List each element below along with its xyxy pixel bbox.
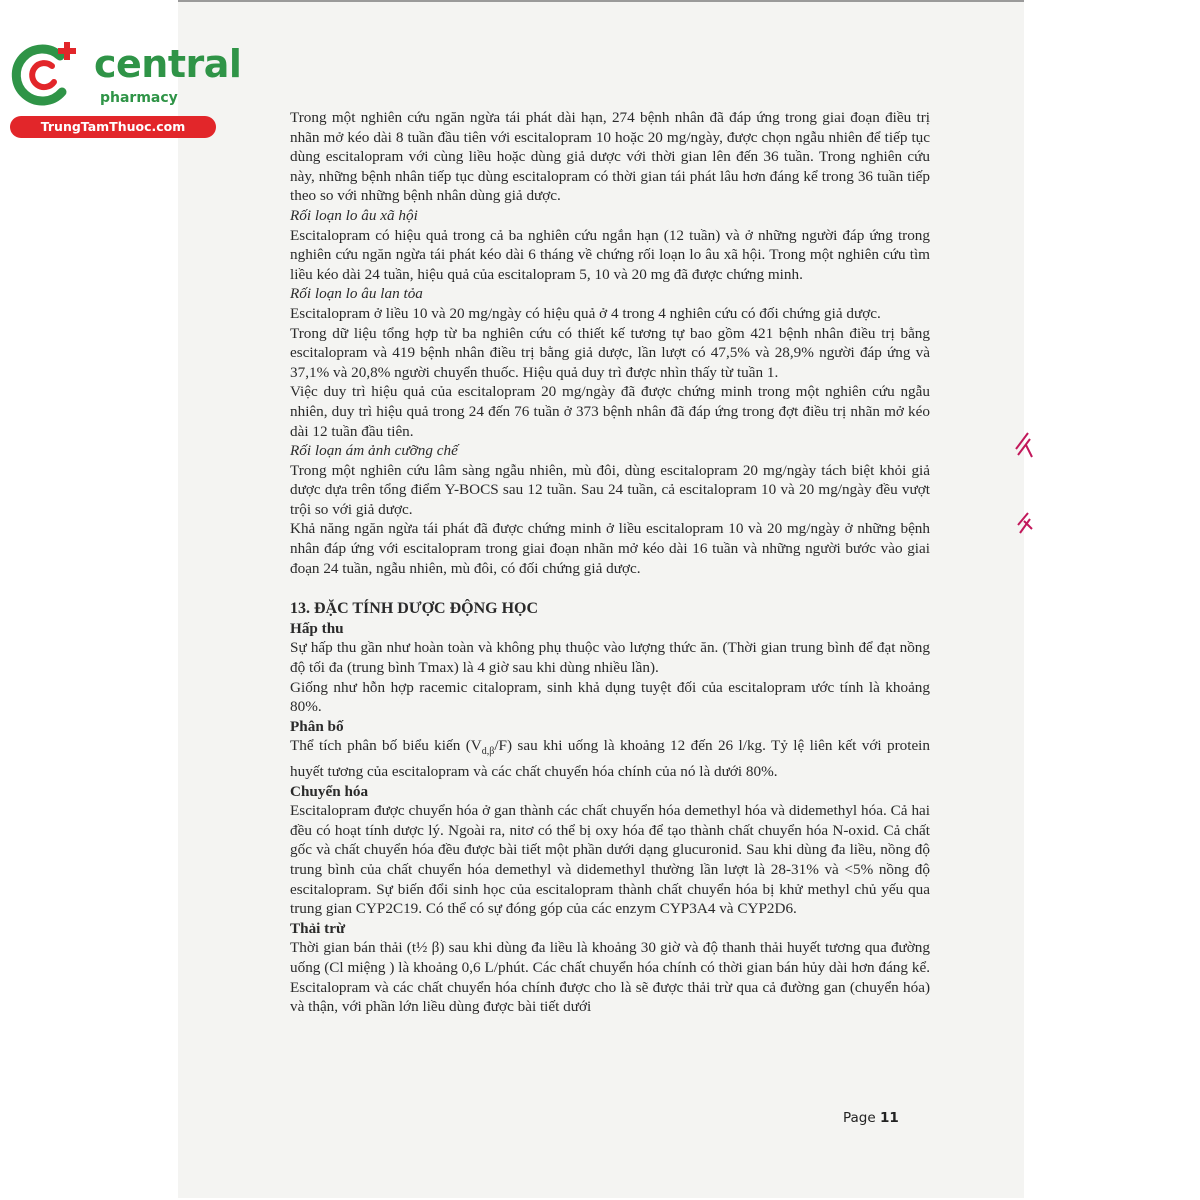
page-number-value: 11 bbox=[879, 1110, 899, 1126]
paragraph: Escitalopram ở liều 10 và 20 mg/ngày có hiệu quả ở 4 trong 4 nghiên cứu có đối chứng giả dược. bbox=[290, 304, 881, 322]
logo-subtitle: pharmacy bbox=[100, 90, 178, 106]
paragraph: Sự hấp thu gần như hoàn toàn và không phụ thuộc vào lượng thức ăn. (Thời gian trung bình để đạt nồng độ tối đa (trung bình Tmax) là 4 giờ sau khi dùng nhiều lần). bbox=[290, 639, 930, 677]
subheading-absorption: Hấp thu bbox=[290, 619, 344, 637]
paragraph: Escitalopram được chuyển hóa ở gan thành các chất chuyển hóa demethyl hóa và didemethyl hóa. Cả hai đều có hoạt tính dược lý. Ngoài ra, nitơ có thể bị oxy hóa để tạo thành chất chuyển hóa N-oxid. Cả chất gốc và chất chuyển hóa đều được bài tiết một phần dưới dạng glucuronid. Sau khi dùng đa liều, nồng độ trung bình của chất chuyển hóa demethyl và didemethyl thường lần lượt là 28-31% và <5% nồng độ escitalopram. Sự biến đổi sinh học của escitalopram thành chất chuyển hóa bị khử methyl chủ yếu qua trung gian CYP2C19. Có thể có sự đóng góp của các enzym CYP3A4 và CYP2D6. bbox=[290, 802, 930, 918]
paragraph: Việc duy trì hiệu quả của escitalopram 20 mg/ngày đã được chứng minh trong một nghiên cứu ngẫu nhiên, duy trì hiệu quả trong 24 đến 76 tuần ở 373 bệnh nhân đã đáp ứng trong đợt điều trị nhãn mở kéo dài 12 tuần đầu tiên. bbox=[290, 383, 930, 440]
logo-website: TrungTamThuoc.com bbox=[10, 116, 216, 138]
paragraph: Trong một nghiên cứu ngăn ngừa tái phát dài hạn, 274 bệnh nhân đã đáp ứng trong giai đoạn điều trị nhãn mở kéo dài 8 tuần đầu tiên với escitalopram 10 hoặc 20 mg/ngày, được chọn ngẫu nhiên để tiếp tục dùng escitalopram với cùng liều hoặc dùng giả dược với thời gian lên đến 36 tuần. Trong nghiên cứu này, những bệnh nhân tiếp tục dùng escitalopram có thời gian tái phát lâu hơn đáng kể trong 36 tuần tiếp theo so với những bệnh nhân dùng giả dược. bbox=[290, 109, 930, 205]
page-label: Page bbox=[843, 1110, 876, 1126]
subheading-distribution: Phân bố bbox=[290, 717, 344, 735]
text: /F) sau khi uống là khoảng 12 đến 26 l/kg. Tỷ lệ liên kết với protein huyết tương của escitalopram và các chất chuyển hóa chính của nó là dưới 80%. bbox=[290, 737, 930, 781]
text: Thể tích phân bố biểu kiến (V bbox=[290, 737, 482, 755]
section-title: 13. ĐẶC TÍNH DƯỢC ĐỘNG HỌC bbox=[290, 600, 539, 618]
subheading-ocd: Rối loạn ám ảnh cưỡng chế bbox=[290, 442, 458, 460]
paragraph: Trong một nghiên cứu lâm sàng ngẫu nhiên, mù đôi, dùng escitalopram 20 mg/ngày tách biệt khỏi giả dược dựa trên tổng điểm Y-BOCS sau 12 tuần. Sau 24 tuần, cả escitalopram 10 và 20 mg/ngày đều vượt trội so với giả dược. bbox=[290, 461, 930, 518]
pharmacy-cross-icon bbox=[8, 36, 82, 110]
paragraph: Giống như hỗn hợp racemic citalopram, sinh khả dụng tuyệt đối của escitalopram ước tính là khoảng 80%. bbox=[290, 678, 930, 716]
paragraph: Thời gian bán thải (t½ β) sau khi dùng đa liều là khoảng 30 giờ và độ thanh thải huyết tương qua đường uống (Cl miệng ) là khoảng 0,6 L/phút. Các chất chuyển hóa chính có thời gian bán hủy dài hơn đáng kể. Escitalopram và các chất chuyển hóa chính được cho là sẽ được thải trừ qua cả đường gan (chuyển hóa) và thận, với phần lớn liều dùng được bài tiết dưới bbox=[290, 939, 930, 1016]
logo-wordmark: central bbox=[94, 42, 242, 86]
subheading-generalized-anxiety: Rối loạn lo âu lan tỏa bbox=[290, 285, 423, 303]
binding-marks-icon bbox=[1010, 425, 1034, 545]
page-number bbox=[843, 1110, 899, 1126]
subscript: d,β bbox=[481, 746, 495, 758]
subheading-elimination: Thải trừ bbox=[290, 919, 346, 937]
subheading-social-anxiety: Rối loạn lo âu xã hội bbox=[290, 206, 418, 224]
paragraph: Trong dữ liệu tổng hợp từ ba nghiên cứu có thiết kế tương tự bao gồm 421 bệnh nhân điều trị bằng escitalopram và 419 bệnh nhân điều trị bằng giả dược, lần lượt có 47,5% và 28,9% người đáp ứng và 37,1% và 20,8% người chuyển thuốc. Hiệu quả duy trì được nhìn thấy từ tuần 1. bbox=[290, 324, 930, 381]
central-pharmacy-logo bbox=[8, 36, 242, 136]
paragraph-distribution bbox=[290, 736, 930, 781]
document-body bbox=[290, 108, 930, 1017]
subheading-metabolism: Chuyển hóa bbox=[290, 782, 369, 800]
paragraph: Khả năng ngăn ngừa tái phát đã được chứng minh ở liều escitalopram 10 và 20 mg/ngày ở những bệnh nhân đáp ứng với escitalopram trong giai đoạn nhãn mở kéo dài 16 tuần và những người bước vào giai đoạn 24 tuần, ngẫu nhiên, mù đôi, có đối chứng giả dược. bbox=[290, 520, 930, 577]
paragraph: Escitalopram có hiệu quả trong cả ba nghiên cứu ngắn hạn (12 tuần) và ở những người đáp ứng trong nghiên cứu ngăn ngừa tái phát kéo dài 6 tháng về chứng rối loạn lo âu xã hội. Trong một nghiên cứu tìm liều kéo dài 24 tuần, hiệu quả của escitalopram 5, 10 và 20 mg đã được chứng minh. bbox=[290, 226, 930, 283]
